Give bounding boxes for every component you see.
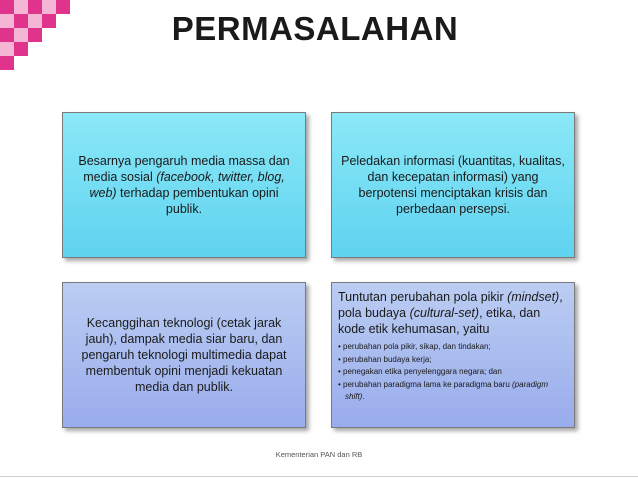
slide-footer: Kementerian PAN dan RB [275,450,363,459]
footer-rule [0,476,638,477]
decor-square [0,56,14,70]
decor-square [56,0,70,14]
box-4-heading-part: Tuntutan perubahan pola pikir [338,290,508,304]
decor-square [0,42,14,56]
decor-square [28,0,42,14]
decor-square [14,0,28,14]
decor-square [0,28,14,42]
list-item-text: . [362,392,365,401]
slide-title: PERMASALAHAN [171,10,459,47]
box-4-heading-part: , pola budaya [338,290,563,320]
box-2-text: Peledakan informasi (kuantitas, kualitas, dan kecepatan informasi) yang berpotensi menciptakan krisis dan perbedaan persepsi. [341,154,565,216]
decor-square [14,14,28,28]
decor-square [0,14,14,28]
list-item: • perubahan budaya kerja; [338,354,568,367]
decor-square [0,0,14,14]
decor-square [28,28,42,42]
list-item: • perubahan pola pikir, sikap, dan tindakan; [338,341,568,354]
problem-box-3 [62,282,306,428]
box-4-heading-italic: (mindset) [507,290,560,304]
box-3-text: Kecanggihan teknologi (cetak jarak jauh), dampak media siar baru, dan pengaruh teknologi multimedia dapat membentuk opini menjadi kekuatan media dan publik. [81,316,287,394]
box-4-bullet-list [332,341,574,404]
list-item [338,379,568,404]
list-item: • penegakan etika penyelenggara negara; dan [338,366,568,379]
box-4-heading [332,283,574,337]
decor-square [42,14,56,28]
problem-box-4 [331,282,575,428]
decor-square [14,28,28,42]
box-1-text-part: terhadap pembentukan opini publik. [116,186,279,216]
box-1-text-part: Besarnya pengaruh media massa dan media sosial [78,154,290,184]
problem-box-2 [331,112,575,258]
box-1-text [71,153,297,217]
decor-square [14,42,28,56]
decor-square [42,0,56,14]
box-1-text-italic: (facebook, twitter, blog, web) [89,170,285,200]
box-4-heading-part: , etika, dan kode etik kehumasan, yaitu [338,306,541,336]
decor-square [28,14,42,28]
problem-box-1 [62,112,306,258]
list-item-italic: (paradigm shift) [345,379,549,401]
list-item-text: perubahan paradigma lama ke paradigma baru [343,379,513,389]
box-4-heading-italic: (cultural-set) [409,306,480,320]
